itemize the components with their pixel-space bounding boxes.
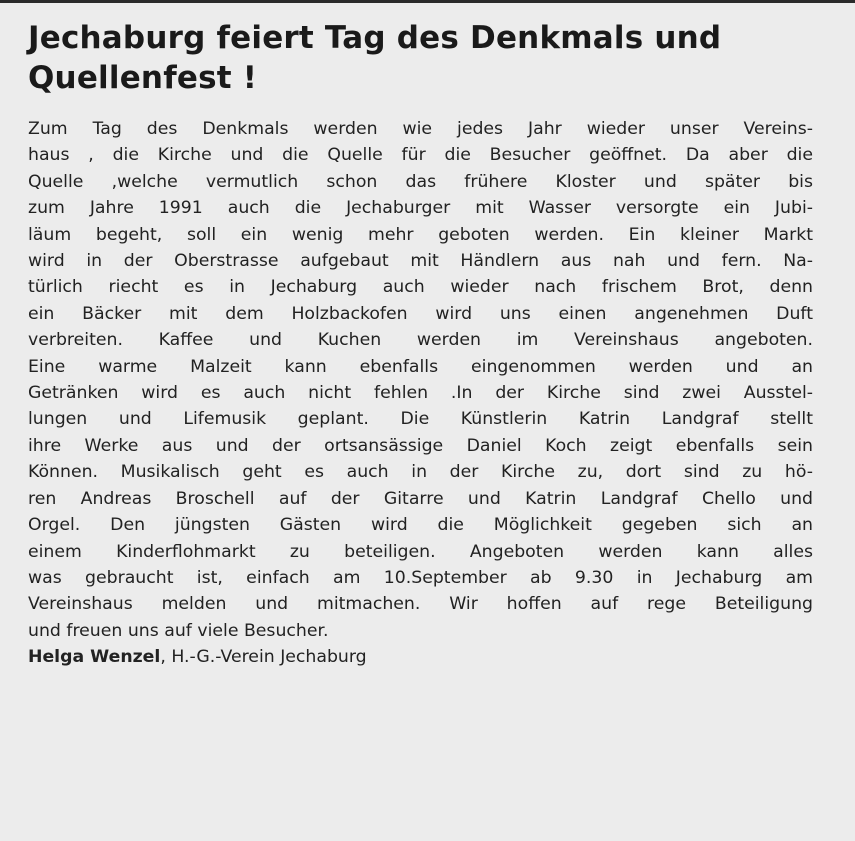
top-rule [0, 0, 855, 3]
headline [28, 18, 813, 98]
signature [28, 644, 813, 670]
body-line: ren Andreas Broschell auf der Gitarre und Katrin Landgraf Chello und [28, 488, 813, 509]
body-line: haus , die Kirche und die Quelle für die Besucher geöffnet. Da aber die [28, 145, 813, 166]
body-line: was gebraucht ist, einfach am 10.September ab 9.30 in Jechaburg am [28, 567, 813, 588]
body-line: Zum Tag des Denkmals werden wie jedes Jahr wieder unser Vereins- [28, 119, 813, 139]
body-line: Können. Musikalisch geht es auch in der Kirche zu, dort sind zu hö- [28, 462, 813, 483]
body-line: läum begeht, soll ein wenig mehr geboten werden. Ein kleiner Markt [28, 224, 813, 245]
body-line: Eine warme Malzeit kann ebenfalls eingenommen werden und an [28, 356, 813, 377]
body-line: wird in der Oberstrasse aufgebaut mit Händlern aus nah und fern. Na- [28, 251, 813, 272]
body-line: einem Kinderflohmarkt zu beteiligen. Angeboten werden kann alles [28, 541, 813, 562]
body-line: türlich riecht es in Jechaburg auch wieder nach frischem Brot, denn [28, 277, 813, 298]
body-line: Orgel. Den jüngsten Gästen wird die Möglichkeit gegeben sich an [28, 515, 813, 536]
body-line: Quelle ,welche vermutlich schon das frühere Kloster und später bis [28, 171, 813, 192]
body-line: Getränken wird es auch nicht fehlen .In der Kirche sind zwei Ausstel- [28, 383, 813, 404]
body-line: ein Bäcker mit dem Holzbackofen wird uns einen angenehmen Duft [28, 303, 813, 324]
body-line: Vereinshaus melden und mitmachen. Wir hoffen auf rege Beteiligung [28, 594, 813, 615]
headline-line: Quellenfest ! [28, 60, 258, 96]
body-line: zum Jahre 1991 auch die Jechaburger mit Wasser versorgte ein Jubi- [28, 198, 813, 219]
body-line: und freuen uns auf viele Besucher. [28, 620, 329, 641]
body-line: lungen und Lifemusik geplant. Die Künstlerin Katrin Landgraf stellt [28, 409, 813, 430]
article-body [28, 116, 813, 644]
body-line: verbreiten. Kaffee und Kuchen werden im Vereinshaus angeboten. [28, 330, 813, 351]
headline-line: Jechaburg feiert Tag des Denkmals und [28, 20, 722, 56]
signature-org: , H.-G.-Verein Jechaburg [160, 647, 367, 668]
body-line: ihre Werke aus und der ortsansässige Daniel Koch zeigt ebenfalls sein [28, 435, 813, 456]
signature-name: Helga Wenzel [28, 647, 161, 668]
article [28, 18, 813, 671]
